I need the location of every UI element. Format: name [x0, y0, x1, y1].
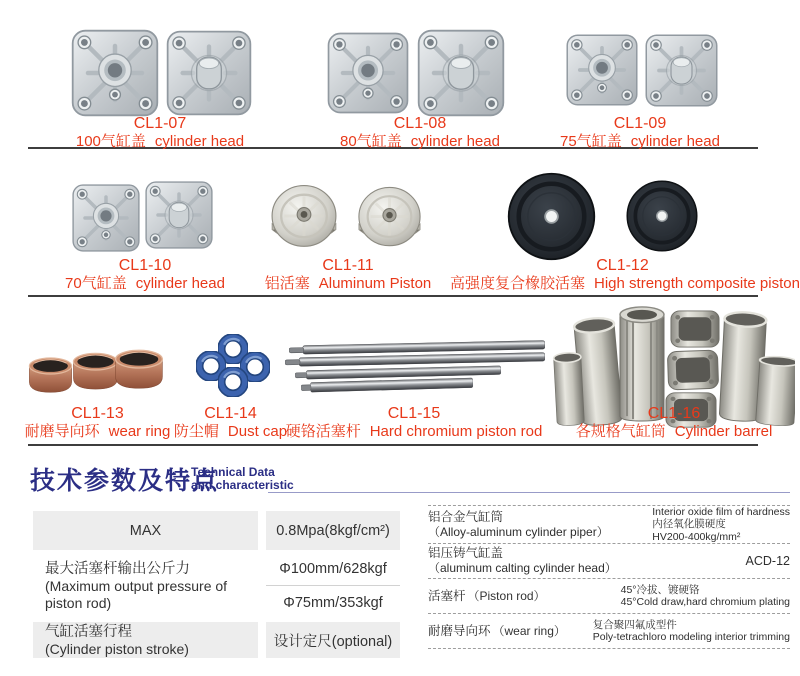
spec-label-cn: 最大活塞杆输出公斤力	[45, 561, 190, 577]
product-code: CL1-13	[71, 405, 124, 422]
spec-label-cn: 气缸活塞行程	[45, 623, 132, 640]
spec-label	[33, 553, 258, 619]
char-label	[428, 510, 609, 540]
cl1-14-photo	[194, 334, 272, 398]
tech-section-title-en-line1: Technical Data	[191, 465, 275, 479]
product-code: CL1-10	[118, 257, 172, 274]
product-cl1-15	[272, 405, 556, 440]
table-row-cylinder-pipe	[428, 505, 790, 543]
product-desc-en: Cylinder barrel	[674, 423, 773, 440]
product-desc-en: wear ring	[108, 423, 171, 440]
spec-table	[33, 511, 400, 661]
product-desc-cn: 70气缸盖	[65, 275, 127, 292]
tech-section-title-cn: 技术参数及特点	[30, 467, 220, 495]
product-desc-en: cylinder head	[154, 133, 245, 150]
char-value-line: 45°Cold draw,hard chromium plating	[620, 596, 790, 608]
char-label-cn: 耐磨导向环	[428, 624, 491, 638]
product-desc-cn: 硬铬活塞杆	[285, 423, 361, 440]
product-desc-cn: 各规格气缸筒	[575, 423, 666, 440]
product-desc-cn: 铝活塞	[264, 275, 310, 292]
product-desc-cn: 高强度复合橡胶活塞	[450, 275, 586, 292]
product-cl1-12	[450, 257, 800, 292]
spec-label-en: (Cylinder piston stroke)	[45, 640, 189, 657]
char-value	[621, 584, 790, 609]
cl1-11-photo	[266, 184, 428, 256]
cl1-07-photo	[68, 26, 256, 120]
cl1-09-photo	[565, 31, 719, 111]
product-desc-en: Hard chromium piston rod	[369, 423, 543, 440]
spec-value	[266, 622, 400, 658]
product-desc-en: cylinder head	[630, 133, 720, 150]
product-code: CL1-09	[613, 115, 667, 132]
spec-label-en: (Maximum output pressure of piston rod)	[45, 578, 228, 611]
product-desc	[40, 133, 280, 150]
table-row-cylinder-head	[428, 543, 790, 578]
char-label	[428, 546, 617, 576]
product-code: CL1-16	[647, 405, 701, 422]
char-value-line: Interior oxide film of hardness	[652, 505, 790, 518]
product-cl1-16	[540, 405, 800, 440]
product-desc-en: cylinder head	[135, 275, 225, 292]
char-label-cn: 活塞杆	[428, 589, 466, 603]
spec-value-text: Φ75mm/353kgf	[283, 594, 383, 611]
product-code: CL1-07	[133, 115, 187, 132]
product-desc-en: Aluminum Piston	[318, 275, 432, 292]
product-desc-cn: 80气缸盖	[340, 133, 402, 150]
char-label-en: （wear ring）	[492, 624, 566, 638]
row-divider	[28, 444, 758, 446]
table-row-piston-stroke	[33, 622, 400, 658]
product-desc-cn: 耐磨导向环	[24, 423, 100, 440]
product-desc	[520, 133, 760, 150]
tech-section-title-en-line2: and characteristic	[191, 477, 294, 492]
product-desc-cn: 防尘帽	[173, 423, 219, 440]
tech-section-title-en	[191, 466, 294, 491]
product-code: CL1-08	[393, 115, 447, 132]
cl1-13-photo	[27, 331, 163, 401]
product-desc	[300, 133, 540, 150]
cl1-08-photo	[326, 26, 510, 120]
product-desc-cn: 75气缸盖	[560, 133, 622, 150]
cl1-12-photo	[506, 171, 702, 263]
row-divider	[28, 295, 758, 297]
spec-label	[33, 622, 258, 658]
spec-value	[266, 553, 400, 619]
char-value-line: 内径氧化膜硬度	[652, 518, 726, 531]
char-value	[652, 506, 790, 544]
spec-value-text: 0.8Mpa(8kgf/cm²)	[276, 522, 390, 539]
char-label-cn: 铝压铸气缸盖	[428, 546, 504, 560]
product-code: CL1-11	[322, 257, 374, 274]
char-label-cn: 铝合金气缸筒	[428, 509, 504, 524]
char-label	[428, 587, 546, 605]
table-row-max	[33, 511, 400, 550]
product-cl1-07	[40, 115, 280, 150]
table-row-output-pressure	[33, 553, 400, 619]
char-value-line: 复合聚四氟成型件	[592, 618, 677, 631]
spec-value-text: 设计定尺(optional)	[273, 633, 393, 650]
char-value-line: Poly-tetrachloro modeling interior trimming	[592, 631, 790, 643]
product-cl1-11	[228, 257, 468, 292]
product-code: CL1-14	[204, 405, 257, 422]
product-desc-en: High strength composite piston	[594, 275, 800, 292]
spec-label-text: MAX	[129, 522, 162, 539]
product-desc	[540, 423, 800, 440]
table-row-wear-ring	[428, 613, 790, 649]
char-value: ACD-12	[745, 553, 790, 568]
char-value	[593, 619, 790, 644]
product-desc-en: cylinder head	[410, 133, 500, 150]
char-label	[428, 622, 566, 640]
product-desc	[228, 275, 468, 292]
table-row-piston-rod	[428, 578, 790, 613]
cl1-10-photo	[71, 173, 215, 261]
char-value-line: HV200-400kg/mm²	[652, 530, 741, 543]
spec-value	[266, 511, 400, 550]
cl1-15-photo	[283, 338, 547, 396]
char-label-en: （aluminum calting cylinder head）	[428, 561, 617, 575]
product-desc	[272, 423, 556, 440]
char-label-en: （Piston rod）	[467, 589, 546, 603]
char-value-line: 45°冷拔、镀硬铬	[620, 583, 700, 596]
spec-value-text: Φ100mm/628kgf	[266, 553, 400, 586]
product-desc-cn: 100气缸盖	[75, 133, 146, 150]
spec-label	[33, 511, 258, 550]
product-cl1-09	[520, 115, 760, 150]
product-desc-en: Dust cap	[227, 423, 288, 440]
characteristics-table	[428, 505, 790, 649]
product-code: CL1-15	[387, 405, 441, 422]
product-cl1-08	[300, 115, 540, 150]
char-label-en: （Alloy-aluminum cylinder piper）	[428, 524, 609, 539]
title-underline	[268, 492, 790, 493]
product-desc	[450, 275, 800, 292]
product-code: CL1-12	[596, 257, 649, 274]
